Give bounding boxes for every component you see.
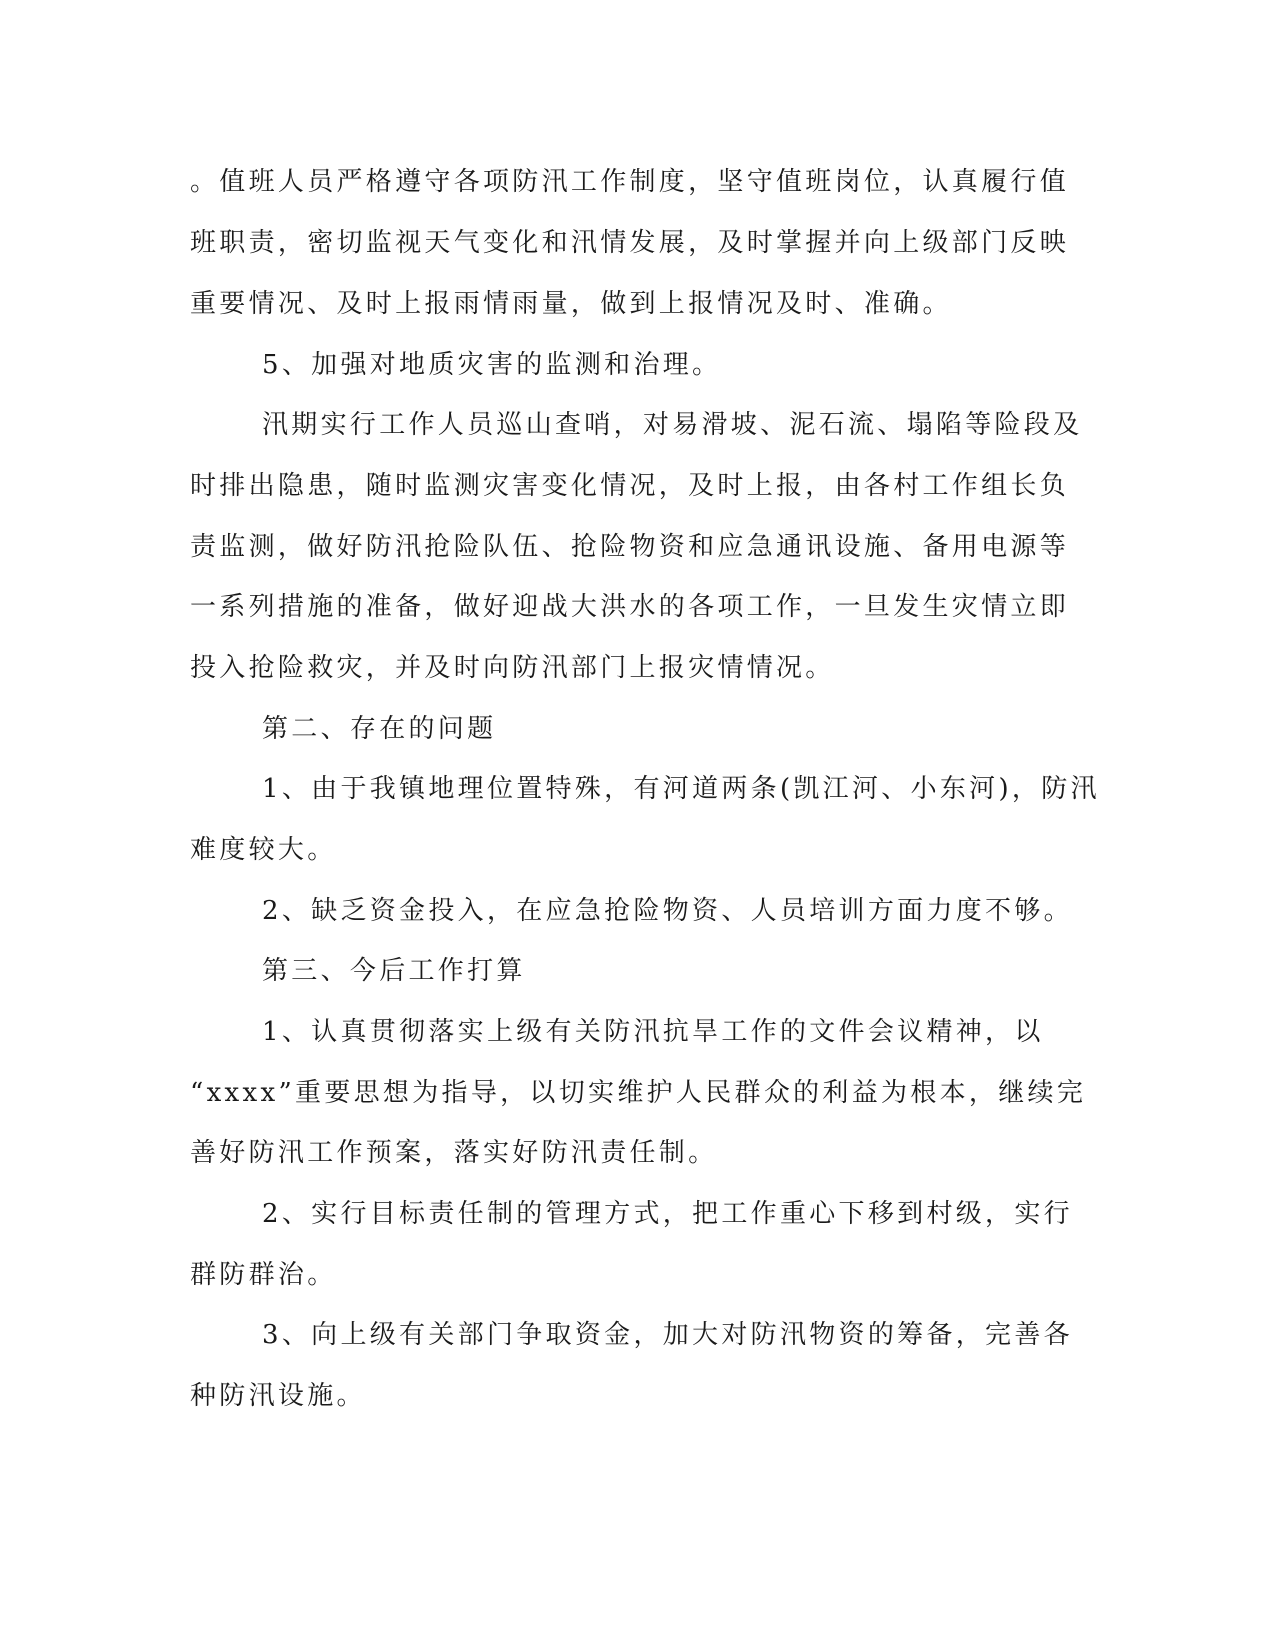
text-line: 班职责，密切监视天气变化和汛情发展，及时掌握并向上级部门反映 <box>190 228 1070 258</box>
text-line: 善好防汛工作预案，落实好防汛责任制。 <box>190 1138 718 1168</box>
text-line: 责监测，做好防汛抢险队伍、抢险物资和应急通讯设施、备用电源等 <box>190 532 1070 562</box>
text-line: 难度较大。 <box>190 835 337 865</box>
text-line: 一系列措施的准备，做好迎战大洪水的各项工作，一旦发生灾情立即 <box>190 592 1070 622</box>
text-line: 1、由于我镇地理位置特殊，有河道两条(凯江河、小东河)，防汛 <box>262 774 1100 804</box>
text-line: 种防汛设施。 <box>190 1381 366 1411</box>
text-line: 2、缺乏资金投入，在应急抢险物资、人员培训方面力度不够。 <box>262 896 1073 926</box>
text-line: 群防群治。 <box>190 1260 337 1290</box>
text-line: 。值班人员严格遵守各项防汛工作制度，坚守值班岗位，认真履行值 <box>190 167 1070 197</box>
text-line: 投入抢险救灾，并及时向防汛部门上报灾情情况。 <box>190 653 835 683</box>
text-line: 2、实行目标责任制的管理方式，把工作重心下移到村级，实行 <box>262 1199 1073 1229</box>
text-line: “xxxx”重要思想为指导，以切实维护人民群众的利益为根本，继续完 <box>190 1078 1087 1108</box>
text-line: 1、认真贯彻落实上级有关防汛抗旱工作的文件会议精神，以 <box>262 1017 1044 1047</box>
text-line: 重要情况、及时上报雨情雨量，做到上报情况及时、准确。 <box>190 289 952 319</box>
section-heading: 第三、今后工作打算 <box>262 956 526 986</box>
text-line: 时排出隐患，随时监测灾害变化情况，及时上报，由各村工作组长负 <box>190 471 1070 501</box>
text-line: 3、向上级有关部门争取资金，加大对防汛物资的筹备，完善各 <box>262 1320 1073 1350</box>
section-heading: 5、加强对地质灾害的监测和治理。 <box>262 350 722 380</box>
text-line: 汛期实行工作人员巡山查哨，对易滑坡、泥石流、塌陷等险段及 <box>262 410 1083 440</box>
section-heading: 第二、存在的问题 <box>262 714 497 744</box>
